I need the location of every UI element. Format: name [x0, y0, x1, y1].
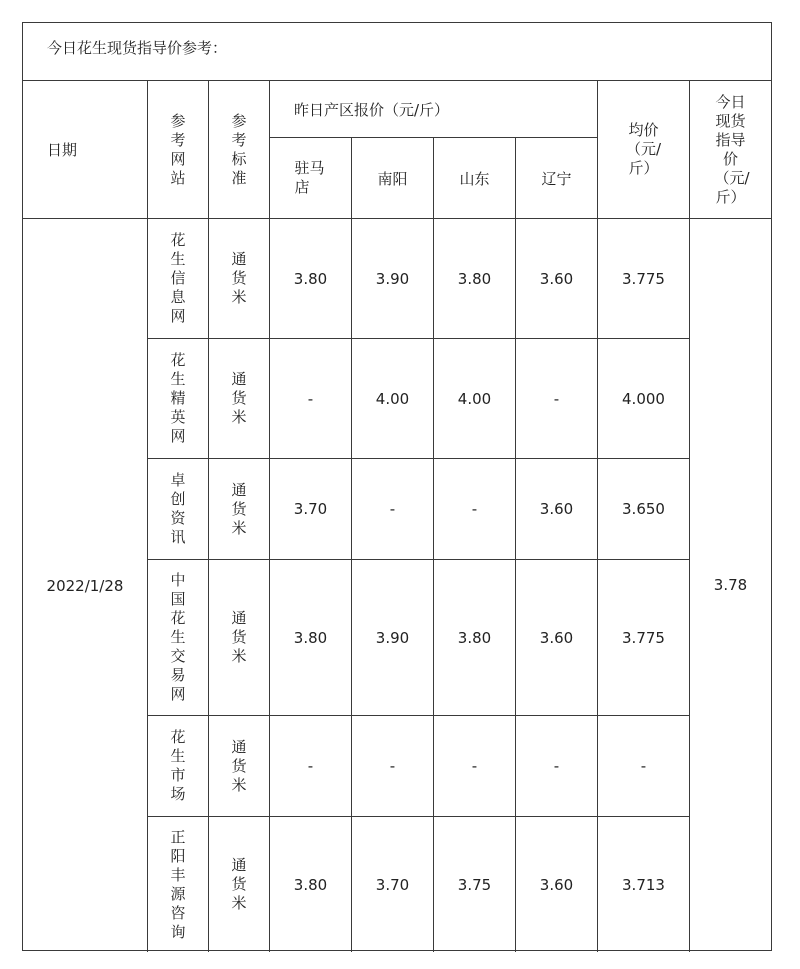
header-avg — [598, 81, 690, 219]
avg-value: - — [640, 757, 647, 775]
title-row — [23, 23, 771, 81]
price-value: 3.60 — [539, 500, 574, 518]
standard-label: 通货米 — [231, 250, 247, 306]
avg-value: 3.650 — [622, 500, 665, 518]
row3-liaoning — [516, 459, 598, 560]
row6-zhumadian — [270, 817, 352, 952]
row4-zhumadian — [270, 560, 352, 716]
row6-avg — [598, 817, 690, 952]
header-standard — [209, 81, 270, 219]
row6-liaoning — [516, 817, 598, 952]
price-value: 3.80 — [457, 628, 492, 647]
row3-avg — [598, 459, 690, 560]
row5-shandong — [434, 716, 516, 817]
row2-site — [148, 339, 209, 459]
site-label: 中国花生交易网 — [170, 571, 186, 703]
price-value: 3.80 — [293, 628, 328, 647]
price-value: 4.00 — [457, 389, 492, 408]
row6-shandong — [434, 817, 516, 952]
price-value: 3.75 — [457, 875, 492, 894]
row2-zhumadian — [270, 339, 352, 459]
header-guide — [690, 81, 771, 219]
row2-nanyang — [352, 339, 434, 459]
price-value: 3.80 — [293, 875, 328, 894]
row6-standard — [209, 817, 270, 952]
row5-standard — [209, 716, 270, 817]
row1-site — [148, 219, 209, 339]
price-value: 3.90 — [375, 269, 410, 288]
row4-nanyang — [352, 560, 434, 716]
standard-label: 通货米 — [231, 856, 247, 912]
row3-shandong — [434, 459, 516, 560]
row6-nanyang — [352, 817, 434, 952]
header-site-label: 参考网站 — [170, 111, 186, 187]
avg-value: 4.000 — [622, 389, 665, 408]
row1-shandong — [434, 219, 516, 339]
row1-zhumadian — [270, 219, 352, 339]
site-label: 花生信息网 — [170, 231, 186, 325]
header-date — [23, 81, 148, 219]
price-value: 3.70 — [293, 500, 328, 518]
row5-site — [148, 716, 209, 817]
table-title: 今日花生现货指导价参考： — [47, 39, 228, 57]
row5-liaoning — [516, 716, 598, 817]
row6-site — [148, 817, 209, 952]
header-standard-label: 参考标准 — [231, 111, 247, 187]
header-guide-label: 今日现货指导价（元/斤） — [714, 92, 750, 206]
price-value: - — [389, 500, 396, 518]
header-region-nanyang — [352, 138, 434, 219]
row3-site — [148, 459, 209, 560]
price-value: 3.70 — [375, 875, 410, 894]
row4-avg — [598, 560, 690, 716]
price-value: - — [553, 757, 560, 775]
date-cell — [23, 219, 148, 952]
site-label: 花生精英网 — [170, 351, 186, 445]
row3-nanyang — [352, 459, 434, 560]
price-value: 3.60 — [539, 875, 574, 894]
row2-standard — [209, 339, 270, 459]
price-value: - — [307, 757, 314, 775]
header-zhumadian-label: 驻马店 — [294, 159, 325, 196]
guide-price-cell — [690, 219, 771, 952]
row4-liaoning — [516, 560, 598, 716]
price-table — [22, 22, 772, 951]
header-site — [148, 81, 209, 219]
price-value: - — [307, 389, 314, 408]
site-label: 花生市场 — [170, 728, 186, 803]
header-yesterday-group — [270, 81, 598, 138]
price-value: 3.80 — [457, 269, 492, 288]
site-label: 卓创资讯 — [170, 471, 186, 546]
header-region-shandong — [434, 138, 516, 219]
row4-site — [148, 560, 209, 716]
row3-standard — [209, 459, 270, 560]
row2-shandong — [434, 339, 516, 459]
row3-zhumadian — [270, 459, 352, 560]
date-value: 2022/1/28 — [46, 576, 124, 595]
row1-nanyang — [352, 219, 434, 339]
header-region-zhumadian — [270, 138, 352, 219]
standard-label: 通货米 — [231, 609, 247, 665]
header-shandong-label: 山东 — [459, 169, 490, 188]
price-value: 3.60 — [539, 269, 574, 288]
guide-price-value: 3.78 — [713, 575, 748, 594]
standard-label: 通货米 — [231, 737, 247, 794]
price-value: - — [389, 757, 396, 775]
price-value: 3.80 — [293, 269, 328, 288]
price-value: 3.90 — [375, 628, 410, 647]
price-value: - — [471, 757, 478, 775]
row1-liaoning — [516, 219, 598, 339]
row4-standard — [209, 560, 270, 716]
price-value: 4.00 — [375, 389, 410, 408]
row2-liaoning — [516, 339, 598, 459]
row1-standard — [209, 219, 270, 339]
header-date-label: 日期 — [47, 141, 78, 159]
price-value: - — [553, 389, 560, 408]
avg-value: 3.775 — [622, 269, 665, 288]
avg-value: 3.775 — [622, 628, 665, 647]
header-liaoning-label: 辽宁 — [541, 169, 572, 188]
row5-zhumadian — [270, 716, 352, 817]
standard-label: 通货米 — [231, 480, 247, 537]
row1-avg — [598, 219, 690, 339]
row5-nanyang — [352, 716, 434, 817]
row2-avg — [598, 339, 690, 459]
price-value: - — [471, 500, 478, 518]
header-yesterday-label: 昨日产区报价（元/斤） — [294, 100, 450, 119]
avg-value: 3.713 — [622, 875, 665, 894]
row5-avg — [598, 716, 690, 817]
standard-label: 通货米 — [231, 370, 247, 426]
row4-shandong — [434, 560, 516, 716]
header-region-liaoning — [516, 138, 598, 219]
price-value: 3.60 — [539, 628, 574, 647]
header-avg-label: 均价（元/斤） — [625, 121, 662, 177]
header-nanyang-label: 南阳 — [377, 169, 408, 188]
site-label: 正阳丰源咨询 — [170, 827, 186, 941]
